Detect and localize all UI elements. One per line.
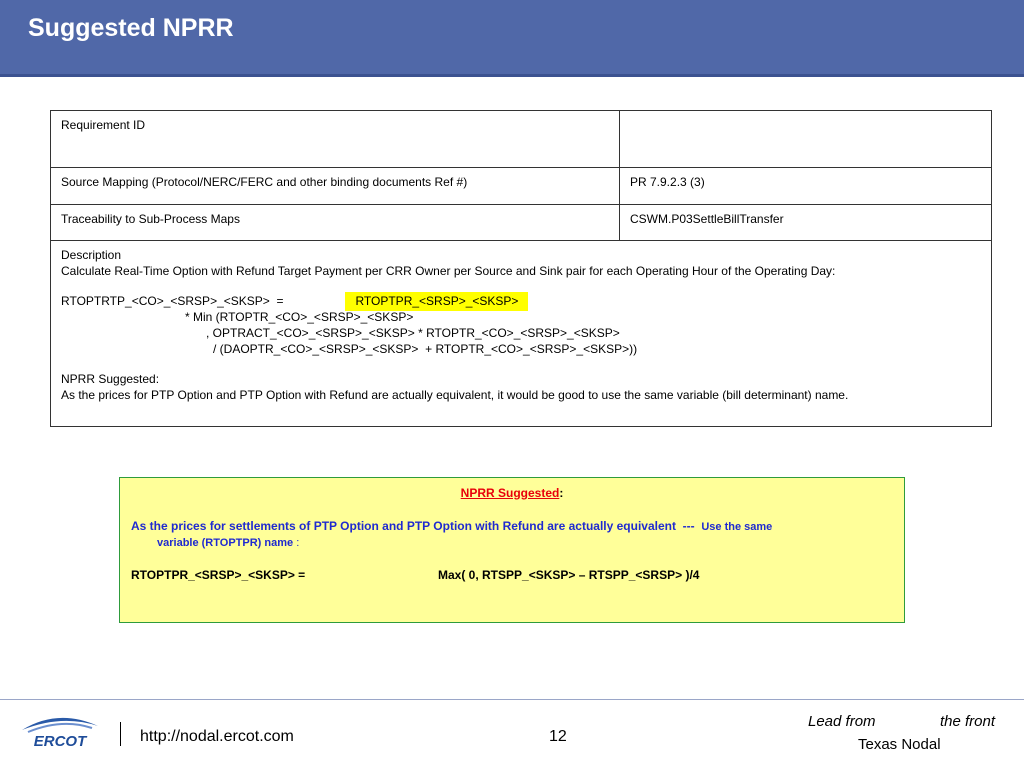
callout-formula-rhs: Max( 0, RTSPP_<SKSP> – RTSPP_<SRSP> )/4 [438,568,700,582]
tagline-the-front: the front [940,713,996,730]
nprr-callout [119,477,905,623]
tagline-texas-nodal: Texas Nodal [858,736,941,753]
ercot-logo [18,712,102,752]
nprr-text: As the prices for PTP Option and PTP Option with Refund are actually equivalent, it would be good to use the same variable (bill determinant) name. [61,388,849,402]
table-row [51,168,992,205]
description-title: Description [61,248,122,262]
requirement-id-label: Requirement ID [51,111,620,168]
callout-title-text: NPRR Suggested [460,486,560,500]
footer-divider [0,699,1024,700]
table-row [51,241,992,427]
formula-line-4: / (DAOPTR_<CO>_<SRSP>_<SKSP> + RTOPTR_<CO>_<SRSP>_<SKSP>)) [213,342,638,356]
formula-line-2: * Min (RTOPTR_<CO>_<SRSP>_<SKSP> [185,310,414,324]
slide-header [0,0,1024,77]
tagline-lead-from: Lead from [808,713,876,730]
callout-statement: As the prices for settlements of PTP Option and PTP Option with Refund are actually equivalent --- Use the same [131,519,773,533]
page-number: 12 [549,728,567,745]
footer-url[interactable]: http://nodal.ercot.com [140,728,294,745]
slide-title: Suggested NPRR [28,14,234,42]
callout-formula [131,568,700,582]
requirement-id-value [620,111,992,168]
formula-lhs: RTOPTRTP_<CO>_<SRSP>_<SKSP> = [61,294,284,308]
table-row [51,205,992,241]
formula-line-1 [61,293,981,309]
logo-text: ERCOT [33,733,87,750]
formula-line-3: , OPTRACT_<CO>_<SRSP>_<SKSP> * RTOPTR_<CO>_<SRSP>_<SKSP> [206,326,620,340]
source-mapping-value: PR 7.9.2.3 (3) [620,168,992,205]
traceability-value: CSWM.P03SettleBillTransfer [620,205,992,241]
nprr-label: NPRR Suggested: [61,372,160,386]
requirements-table [50,110,992,427]
table-row [51,111,992,168]
footer-separator [120,722,121,746]
description-intro: Calculate Real-Time Option with Refund Target Payment per CRR Owner per Source and Sink pair for each Operating Hour of the Operating Day: [61,264,836,278]
traceability-label: Traceability to Sub-Process Maps [51,205,620,241]
callout-formula-lhs: RTOPTPR_<SRSP>_<SKSP> = [131,568,306,582]
callout-title: NPRR Suggested: [460,486,564,500]
callout-statement-cont: variable (RTOPTPR) name : [157,537,300,549]
formula-highlight: RTOPTPR_<SRSP>_<SKSP> [345,292,528,311]
source-mapping-label: Source Mapping (Protocol/NERC/FERC and other binding documents Ref #) [51,168,620,205]
description-cell [51,241,992,427]
